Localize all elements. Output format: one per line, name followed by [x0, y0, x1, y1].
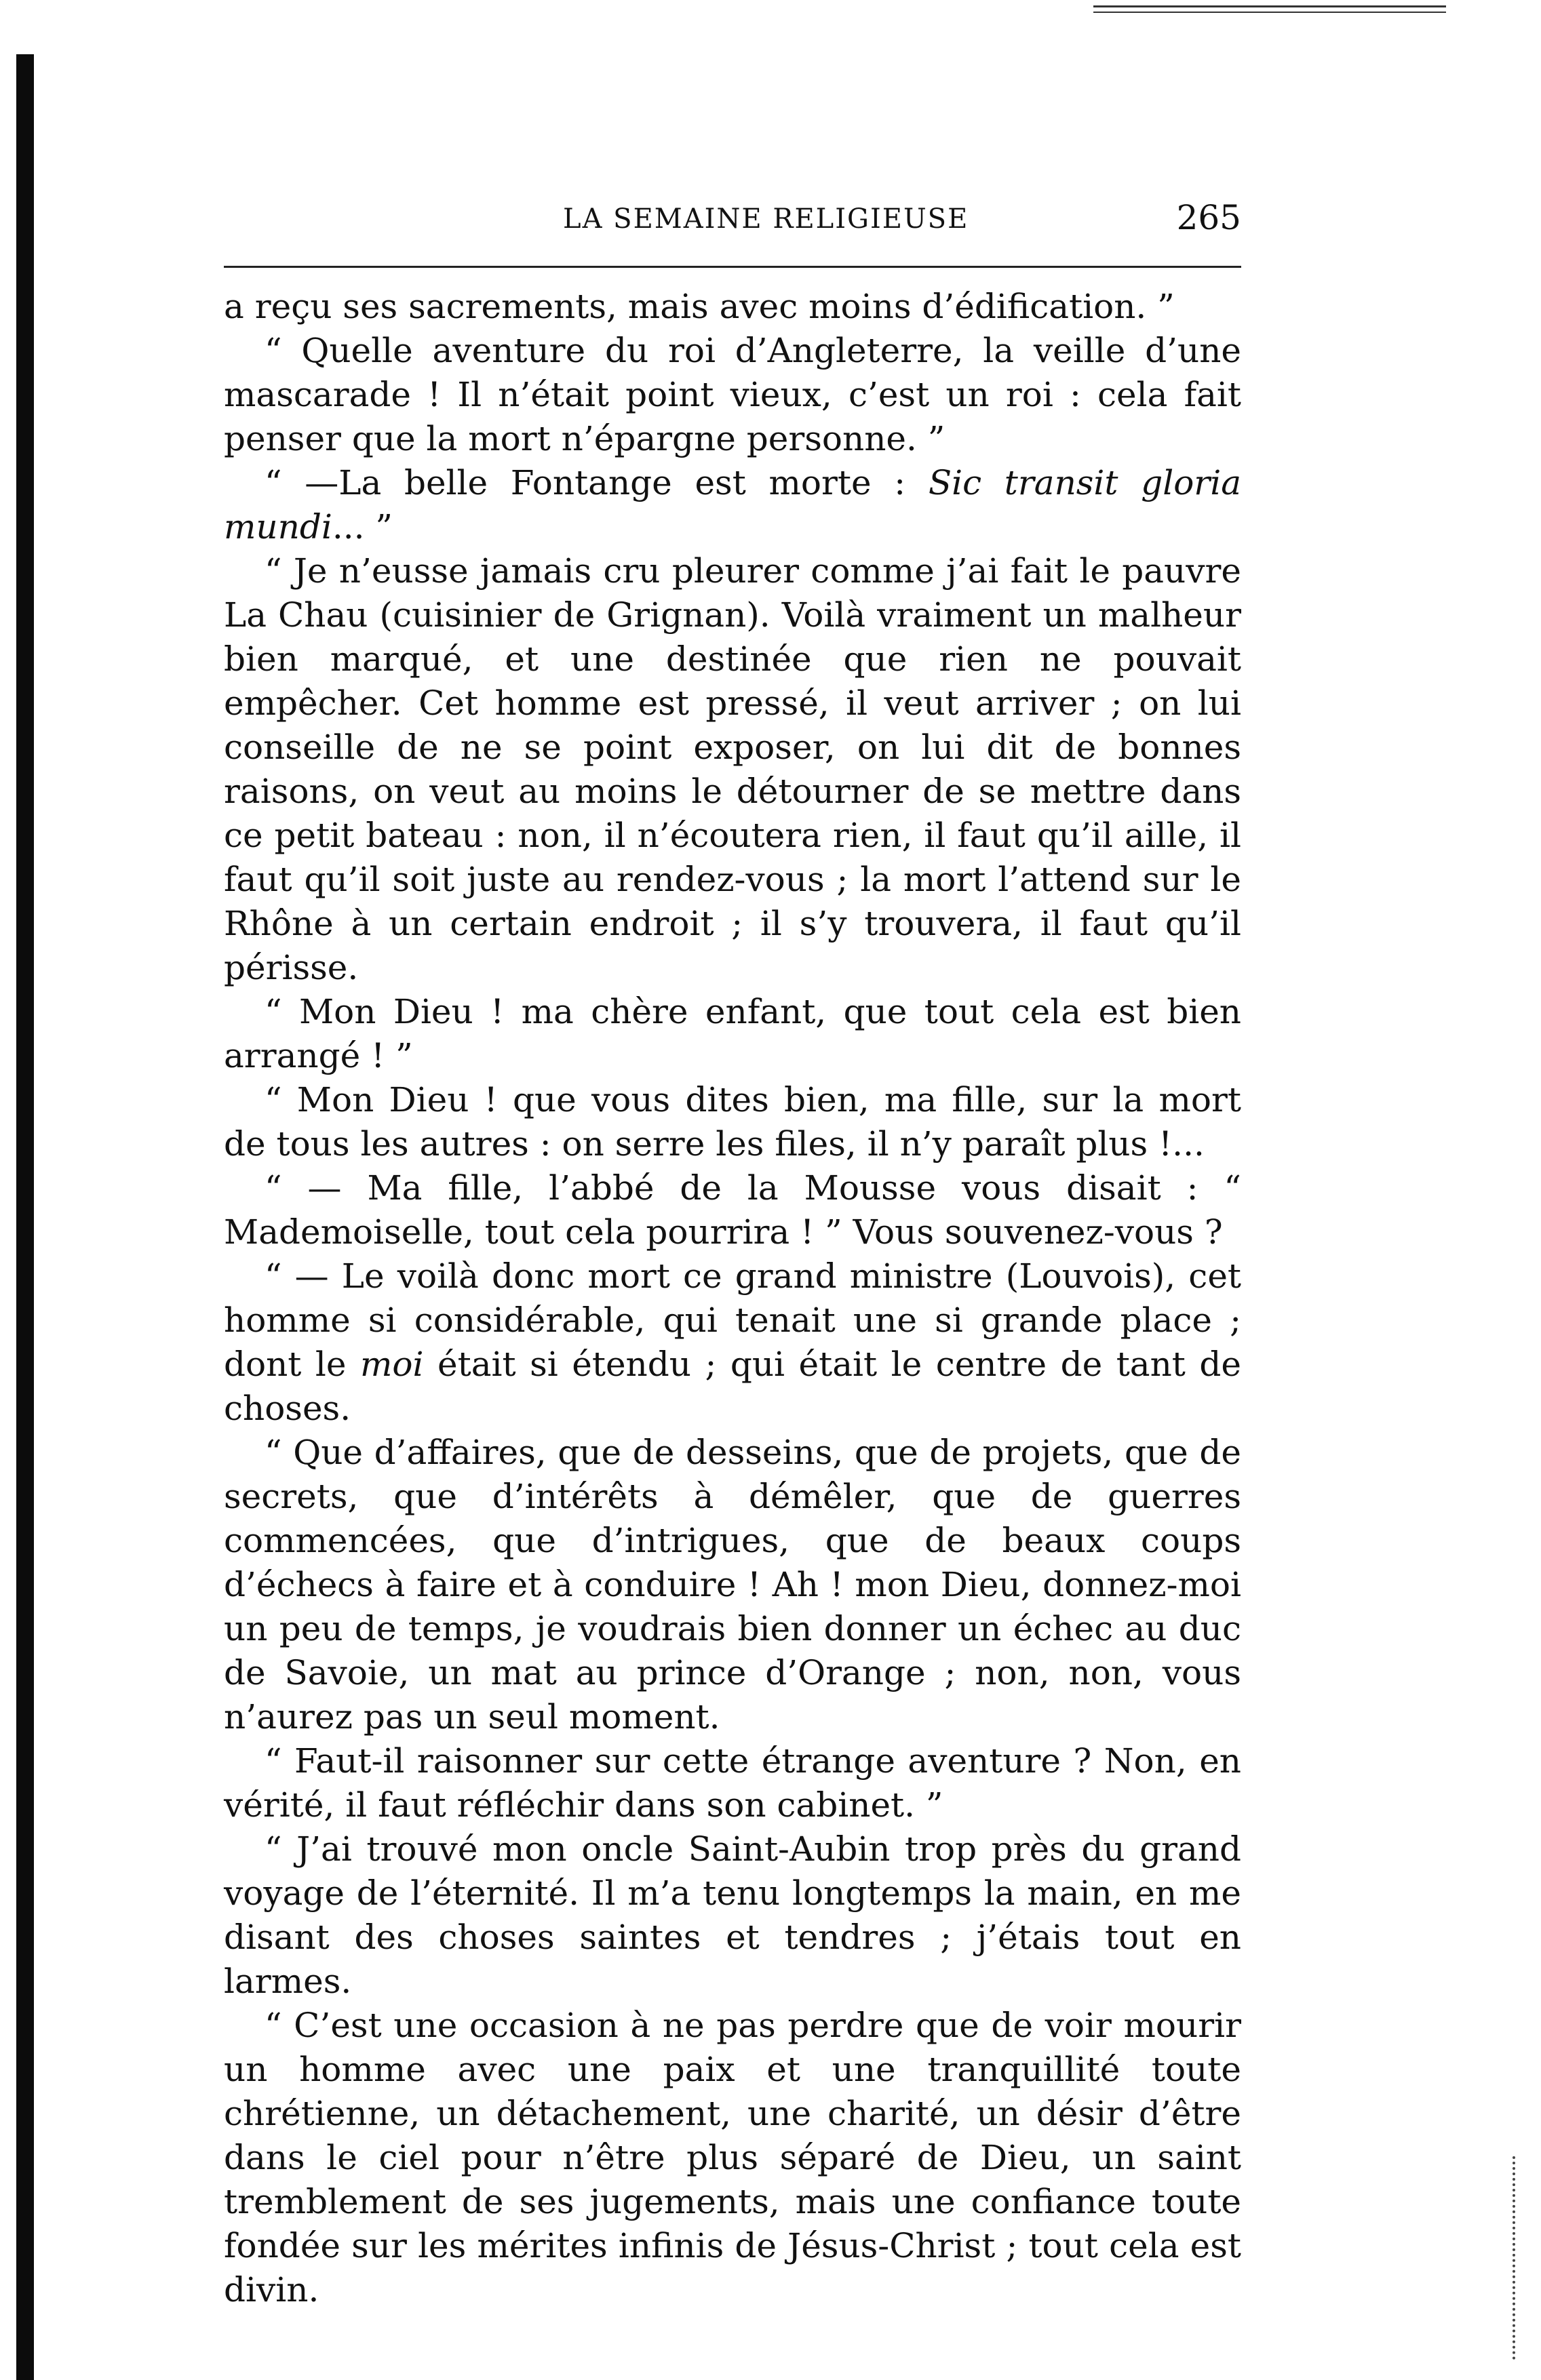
- paragraph-3-end: ... ”: [332, 507, 393, 547]
- paragraph-3-start: “ —La belle Fontange est morte :: [265, 463, 929, 502]
- paragraph-12: “ C’est une occasion à ne pas perdre que de voir mourir un homme avec une paix et une tranquillité toute chrétienne, un détachement, une charité, un désir d’être dans le ciel pour n’être plus séparé de Dieu, un saint tremblement de ses jugements, mais une confiance toute fondée sur les mérites infinis de Jésus-Christ ; tout cela est divin.: [224, 2006, 1241, 2309]
- body-text: [224, 285, 1241, 2312]
- paragraph-8-end: était si étendu ; qui était le centre de tant de choses.: [224, 1345, 1241, 1428]
- page-header: [224, 198, 1241, 258]
- scan-top-rule: [1093, 5, 1446, 13]
- header-rule: [224, 266, 1241, 268]
- paragraph-10: “ Faut-il raisonner sur cette étrange aventure ? Non, en vérité, il faut réfléchir dans son cabinet. ”: [224, 1741, 1241, 1825]
- scan-binding-edge: [16, 54, 34, 2380]
- paragraph-3: [224, 461, 1241, 549]
- paragraph-4: “ Je n’eusse jamais cru pleurer comme j’ai fait le pauvre La Chau (cuisinier de Grignan). Voilà vraiment un malheur bien marqué, et une destinée que rien ne pouvait empêcher. Cet homme est pressé, il veut arriver ; on lui conseille de ne se point exposer, on lui dit de bonnes raisons, on veut au moins le détourner de se mettre dans ce petit bateau : non, il n’écoutera rien, il faut qu’il aille, il faut qu’il soit juste au rendez-vous ; la mort l’attend sur le Rhône à un certain endroit ; il s’y trouvera, il faut qu’il périsse.: [224, 551, 1241, 987]
- paragraph-5: “ Mon Dieu ! ma chère enfant, que tout cela est bien arrangé ! ”: [224, 992, 1241, 1075]
- paragraph-8-start: “ — Le voilà donc mort ce grand ministre (Louvois), cet homme si considérable, qui tenait une si grande place ; dont le: [224, 1256, 1241, 1384]
- paragraph-7: “ — Ma fille, l’abbé de la Mousse vous disait : “ Mademoiselle, tout cela pourrira ! ” Vous souvenez-vous ?: [224, 1168, 1241, 1252]
- paragraph-11: “ J’ai trouvé mon oncle Saint-Aubin trop près du grand voyage de l’éternité. Il m’a tenu longtemps la main, en me disant des choses saintes et tendres ; j’étais tout en larmes.: [224, 1829, 1241, 2001]
- paragraph-2: “ Quelle aventure du roi d’Angleterre, la veille d’une mascarade ! Il n’était point vieux, c’est un roi : cela fait penser que la mort n’épargne personne. ”: [224, 331, 1241, 458]
- paragraph-9: “ Que d’affaires, que de desseins, que de projets, que de secrets, que d’intérêts à démêler, que de guerres commencées, que d’intrigues, que de beaux coups d’échecs à faire et à conduire ! Ah ! mon Dieu, donnez-moi un peu de temps, je voudrais bien donner un échec au duc de Savoie, un mat au prince d’Orange ; non, non, vous n’aurez pas un seul moment.: [224, 1433, 1241, 1737]
- paragraph-6: “ Mon Dieu ! que vous dites bien, ma fille, sur la mort de tous les autres : on serre les files, il n’y paraît plus !...: [224, 1080, 1241, 1164]
- italic-moi: moi: [360, 1345, 424, 1384]
- paragraph-1: a reçu ses sacrements, mais avec moins d’édification. ”: [224, 287, 1175, 326]
- scan-edge-marks: [1513, 2156, 1519, 2360]
- page-number: 265: [1176, 198, 1241, 237]
- running-title: LA SEMAINE RELIGIEUSE: [563, 203, 969, 235]
- paragraph-8: [224, 1254, 1241, 1431]
- latin-phrase: Sic transit gloria mundi: [224, 463, 1242, 547]
